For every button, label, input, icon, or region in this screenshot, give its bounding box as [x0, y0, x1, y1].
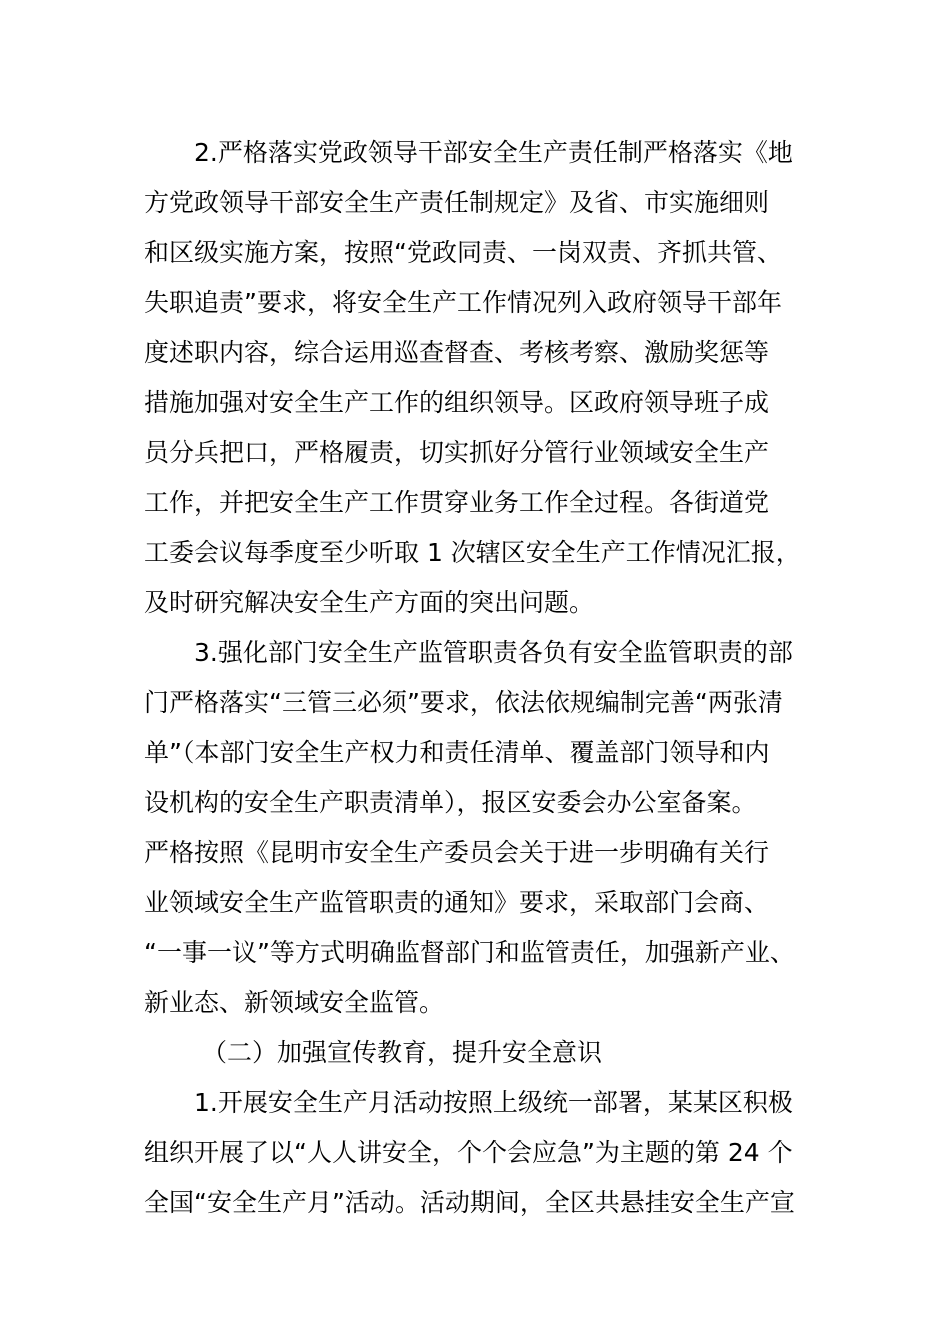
- paragraph-2-line-4: 失职追责”要求，将安全生产工作情况列入政府领导干部年: [144, 288, 782, 317]
- paragraph-1-line-1: 1.开展安全生产月活动按照上级统一部署，某某区积极: [194, 1088, 793, 1117]
- paragraph-2-line-10: 及时研究解决安全生产方面的突出问题。: [144, 588, 595, 617]
- paragraph-2-line-2: 方党政领导干部安全生产责任制规定》及省、市实施细则: [144, 188, 770, 217]
- paragraph-3-line-6: 业领域安全生产监管职责的通知》要求，采取部门会商、: [144, 888, 770, 917]
- body-text: [144, 128, 844, 1228]
- section-heading: （二）加强宣传教育，提升安全意识: [202, 1038, 603, 1067]
- paragraph-3-line-1: 3.强化部门安全生产监管职责各负有安全监管职责的部: [194, 638, 793, 667]
- paragraph-3-line-2: 门严格落实“三管三必须”要求，依法依规编制完善“两张清: [144, 688, 783, 717]
- paragraph-2-line-8: 工作，并把安全生产工作贯穿业务工作全过程。各街道党: [144, 488, 770, 517]
- paragraph-2-line-6: 措施加强对安全生产工作的组织领导。区政府领导班子成: [144, 388, 770, 417]
- paragraph-2-line-9: 工委会议每季度至少听取 1 次辖区安全生产工作情况汇报，: [144, 538, 801, 567]
- paragraph-3-line-3: 单”（本部门安全生产权力和责任清单、覆盖部门领导和内: [144, 738, 770, 767]
- paragraph-2-line-1: 2.严格落实党政领导干部安全生产责任制严格落实《地: [194, 138, 793, 167]
- paragraph-3-line-4: 设机构的安全生产职责清单），报区安委会办公室备案。: [144, 788, 757, 817]
- paragraph-2-line-7: 员分兵把口，严格履责，切实抓好分管行业领域安全生产: [144, 438, 770, 467]
- paragraph-3-line-5: 严格按照《昆明市安全生产委员会关于进一步明确有关行: [144, 838, 770, 867]
- paragraph-1-line-3: 全国“安全生产月”活动。活动期间，全区共悬挂安全生产宣: [144, 1188, 795, 1217]
- paragraph-2-line-5: 度述职内容，综合运用巡查督查、考核考察、激励奖惩等: [144, 338, 770, 367]
- paragraph-2-line-3: 和区级实施方案，按照“党政同责、一岗双责、齐抓共管、: [144, 238, 782, 267]
- paragraph-1-line-2: 组织开展了以“人人讲安全，个个会应急”为主题的第 24 个: [144, 1138, 793, 1167]
- paragraph-3-line-8: 新业态、新领域安全监管。: [144, 988, 445, 1017]
- paragraph-3-line-7: “一事一议”等方式明确监督部门和监管责任，加强新产业、: [144, 938, 795, 967]
